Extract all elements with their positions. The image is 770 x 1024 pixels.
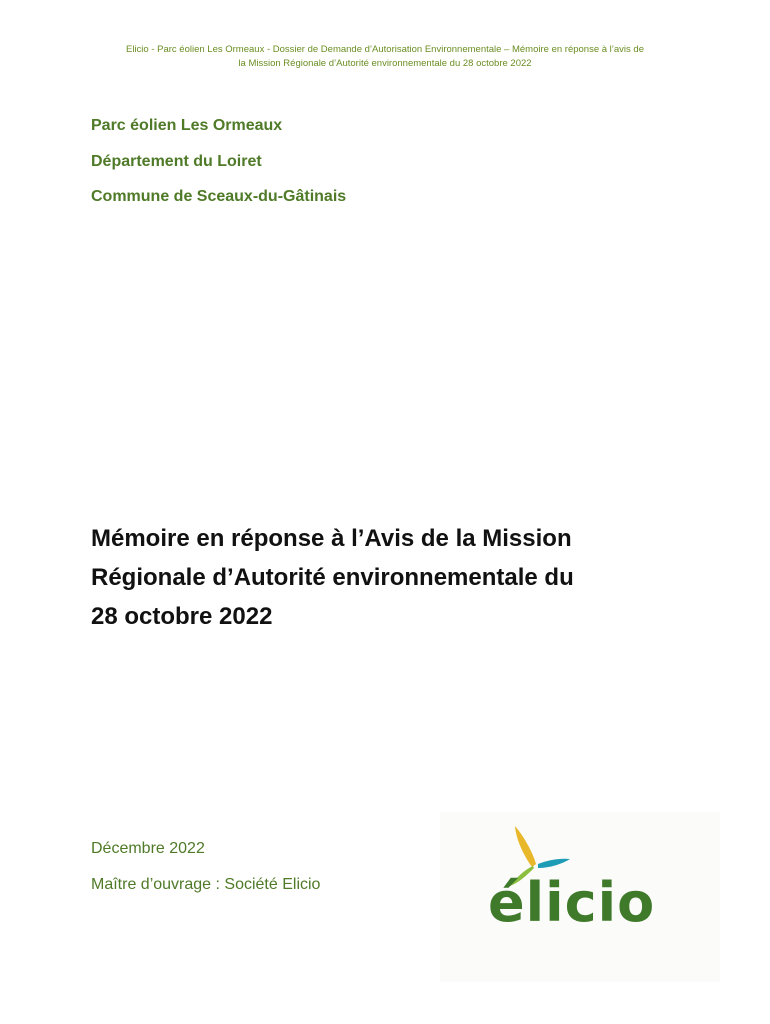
elicio-logo [440, 812, 720, 982]
project-department: Département du Loiret [91, 152, 262, 170]
header-line-1: Elicio - Parc éolien Les Ormeaux - Dossier de Demande d’Autorisation Environnementale – Mémoire en réponse à l’avis de [125, 44, 644, 55]
header-line-2: la Mission Régionale d’Autorité environnementale du 28 octobre 2022 [238, 58, 532, 69]
page-header [60, 43, 710, 71]
turbine-blade-blue [538, 859, 570, 868]
logo-wordmark: élicio [488, 871, 656, 934]
document-footer-info [91, 836, 320, 908]
project-info [91, 114, 346, 221]
title-line-2: Régionale d’Autorité environnementale du [91, 564, 574, 591]
document-date: Décembre 2022 [91, 840, 205, 857]
turbine-blade-yellow [515, 826, 536, 867]
project-commune: Commune de Sceaux-du-Gâtinais [91, 188, 347, 205]
title-line-1: Mémoire en réponse à l’Avis de la Mission [91, 525, 572, 552]
project-owner: Maître d’ouvrage : Société Elicio [91, 876, 321, 893]
document-title [91, 519, 711, 636]
project-name: Parc éolien Les Ormeaux [91, 117, 283, 134]
title-line-3: 28 octobre 2022 [91, 603, 273, 630]
